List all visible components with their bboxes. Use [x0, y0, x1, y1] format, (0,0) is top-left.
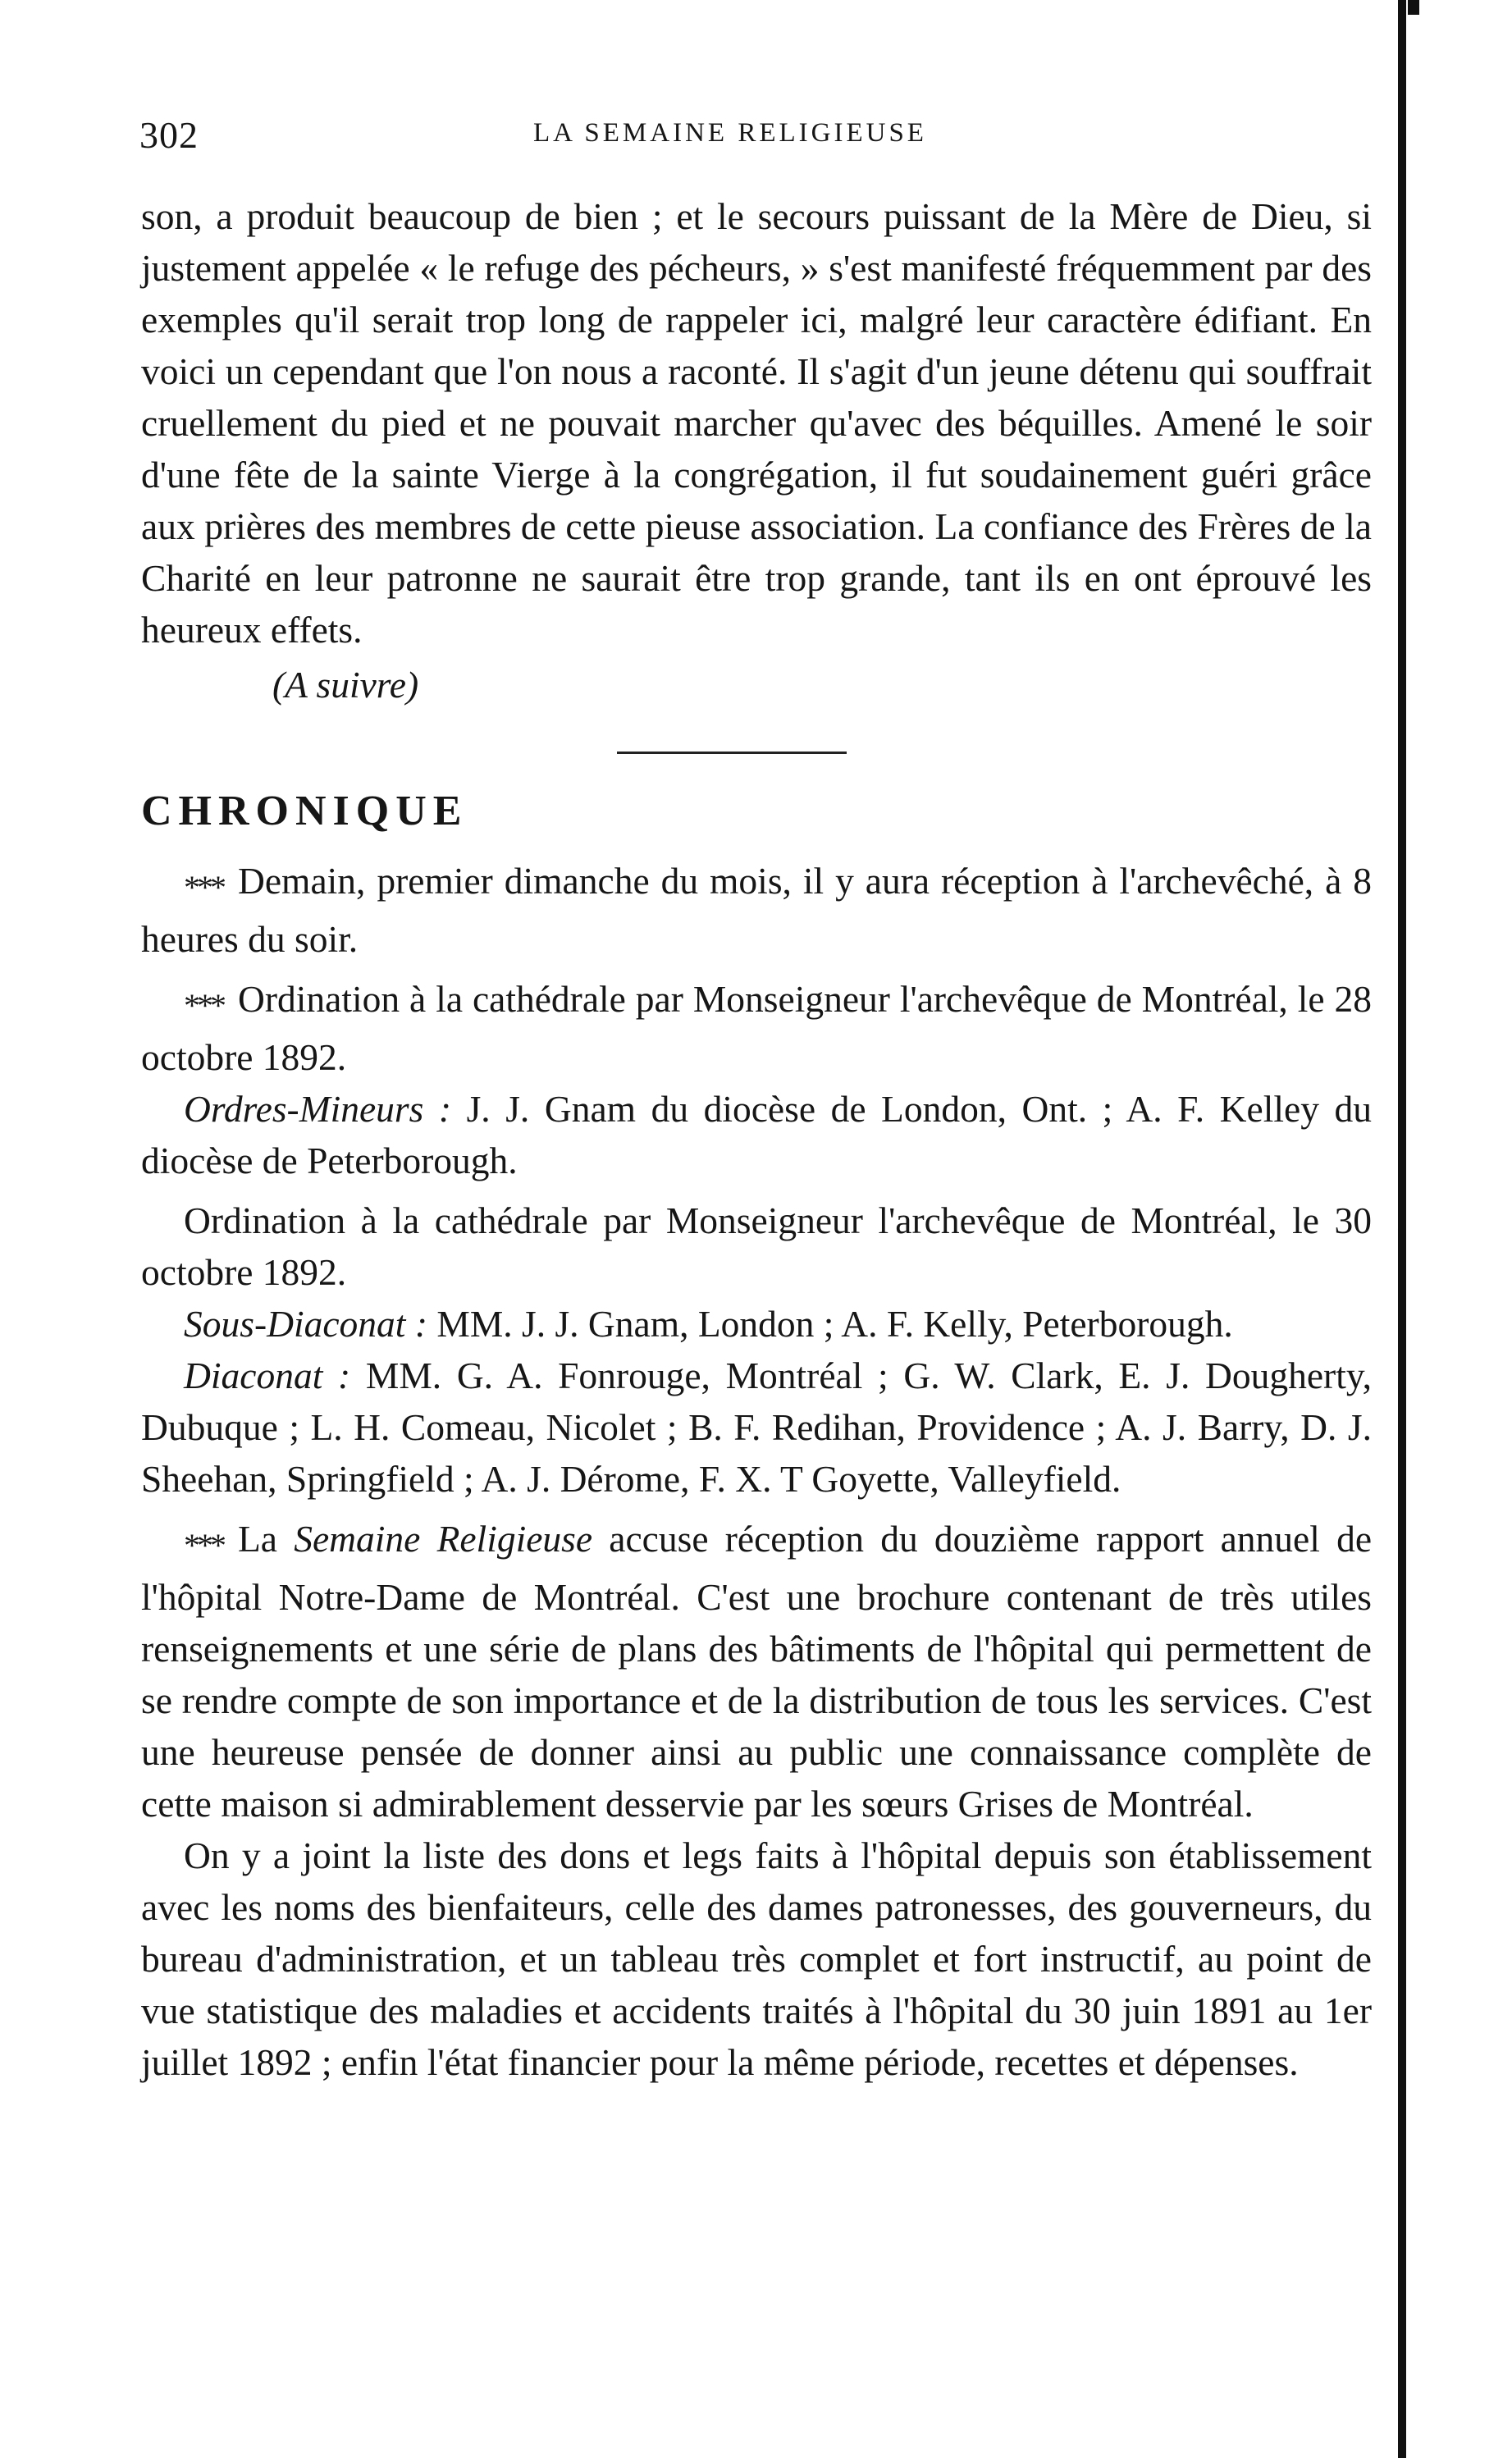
- order-names: MM. J. J. Gnam, London ; A. F. Kelly, Peterborough.: [436, 1303, 1233, 1345]
- order-label: Ordres-Mineurs :: [184, 1088, 452, 1130]
- chronique-item-hospital-report: [141, 1513, 1372, 1830]
- asterism: ***: [184, 987, 223, 1024]
- page-edge-rule: [1398, 0, 1406, 2458]
- page-edge-mark: [1408, 0, 1419, 15]
- page-number: 302: [139, 114, 199, 156]
- item-text: Ordination à la cathédrale par Monseigneur l'archevêque de Montréal, le 28 octobre 1892.: [141, 978, 1372, 1078]
- asterism: ***: [184, 869, 223, 906]
- order-label: Sous-Diaconat :: [184, 1303, 427, 1345]
- publication-name: Semaine Religieuse: [294, 1518, 593, 1560]
- chronique-item-reception: [141, 855, 1372, 965]
- item-text: Demain, premier dimanche du mois, il y aura réception à l'archevêché, à 8 heures du soir.: [141, 860, 1372, 960]
- item-text: accuse réception du douzième rapport annuel de l'hôpital Notre-Dame de Montréal. C'est une brochure contenant de très utiles renseignements et une série de plans des bâtiments de l'hôpital qui permettent de se rendre compte de son importance et de la distribution de tous les services. C'est une heureuse pensée de donner ainsi au public une connaissance complète de cette maison si admirablement desservie par les sœurs Grises de Montréal.: [141, 1518, 1373, 1825]
- chronique-item-ordination-30: Ordination à la cathédrale par Monseigneur l'archevêque de Montréal, le 30 octobre 1892.: [141, 1199, 1372, 1293]
- to-be-continued: (A suivre): [272, 664, 419, 706]
- page-header: [139, 113, 984, 162]
- chronique-item-ordination-28: [141, 973, 1372, 1083]
- hospital-report-continued: On y a joint la liste des dons et legs faits à l'hôpital depuis son établissement avec les noms des bienfaiteurs, celle des dames patronesses, des gouverneurs, du bureau d'administration, et un tableau très complet et fort instructif, au point de vue statistique des maladies et accidents traités à l'hôpital du 30 juin 1891 au 1er juillet 1892 ; enfin l'état financier pour la même période, recettes et dépenses.: [141, 1834, 1372, 2083]
- article-continuation: son, a produit beaucoup de bien ; et le secours puissant de la Mère de Dieu, si justement appelée « le refuge des pécheurs, » s'est manifesté fréquemment par des exemples qu'il serait trop long de rappeler ici, malgré leur caractère édifiant. En voici un cependant que l'on nous a raconté. Il s'agit d'un jeune détenu qui souffrait cruellement du pied et ne pouvait marcher qu'avec des béquilles. Amené le soir d'une fête de la sainte Vierge à la congrégation, il fut soudainement guéri grâce aux prières des membres de cette pieuse association. La confiance des Frères de la Charité en leur patronne ne saurait être trop grande, tant ils en ont éprouvé les heureux effets.: [141, 195, 1372, 651]
- asterism: ***: [184, 1527, 223, 1564]
- ordination-list-minor-orders: [141, 1083, 1372, 1186]
- ordination-list-subdiaconate: [141, 1298, 1372, 1350]
- order-label: Diaconat :: [184, 1355, 351, 1396]
- ordination-list-diaconate: [141, 1350, 1372, 1505]
- text-column: [141, 190, 1372, 2088]
- chronique-heading: CHRONIQUE: [141, 788, 468, 834]
- section-divider: [617, 752, 847, 754]
- running-title: LA SEMAINE RELIGIEUSE: [533, 118, 927, 148]
- item-article: La: [238, 1518, 277, 1560]
- order-names: J. J. Gnam du diocèse de London, Ont. ; A. F. Kelley du diocèse de Peterborough.: [141, 1088, 1372, 1181]
- order-names: MM. G. A. Fonrouge, Montréal ; G. W. Clark, E. J. Dougherty, Dubuque ; L. H. Comeau, Nicolet ; B. F. Redihan, Providence ; A. J. Barry, D. J. Sheehan, Springfield ; A. J. Dérome, F. X. T Goyette, Valleyfield.: [141, 1355, 1373, 1500]
